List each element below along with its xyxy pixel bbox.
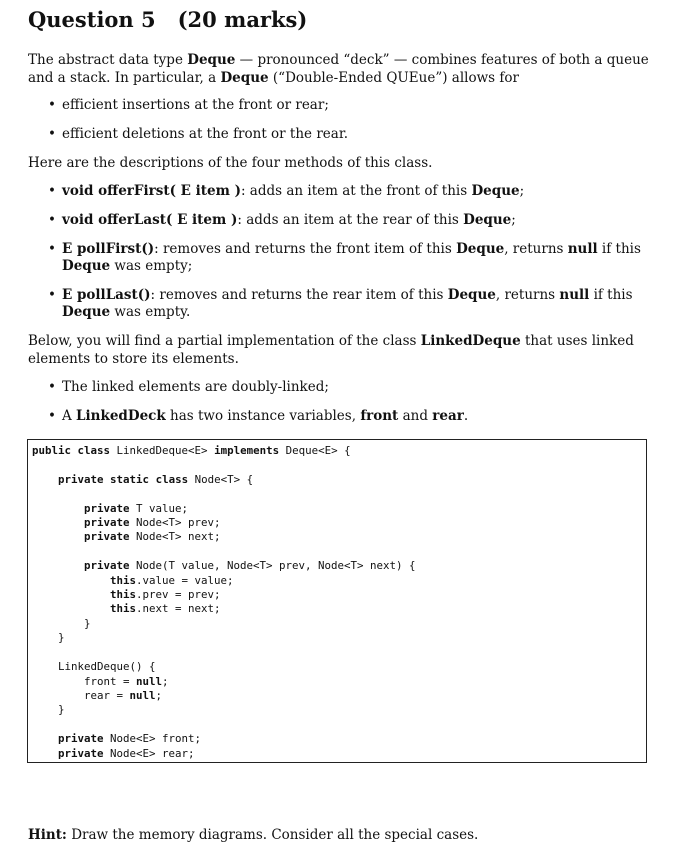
code-line: private Node<E> rear; — [58, 746, 195, 760]
method-list — [28, 183, 652, 321]
question-marks: (20 marks) — [177, 7, 308, 32]
method-poll-first: • E pollFirst(): removes and returns the front item of this Deque, returns null if this Deque was empty; — [28, 241, 652, 275]
code-line: this.prev = prev; — [110, 588, 221, 602]
code-line: private Node<T> next; — [84, 530, 221, 544]
method-poll-last: • E pollLast(): removes and returns the rear item of this Deque, returns null if this Deque was empty. — [28, 287, 652, 321]
code-line: } — [32, 616, 91, 630]
code-line: LinkedDeque() { — [32, 660, 156, 674]
method-offer-last: • void offerLast( E item ): adds an item at the rear of this Deque; — [28, 212, 652, 229]
code-line: private Node<E> front; — [58, 732, 202, 746]
hint: Hint: Draw the memory diagrams. Consider all the special cases. — [28, 827, 479, 843]
code-listing — [27, 439, 647, 763]
methods-intro: Here are the descriptions of the four methods of this class. — [28, 155, 433, 171]
code-line: private static class Node<T> { — [58, 472, 254, 486]
question-title: Question 5 — [28, 7, 156, 32]
feature-list — [28, 97, 652, 143]
code-line: front = null; — [32, 674, 169, 688]
question-heading — [28, 8, 652, 32]
code-line: this.next = next; — [110, 602, 221, 616]
code-line: private T value; — [84, 501, 189, 515]
implementation-list — [28, 379, 652, 425]
method-offer-first: • void offerFirst( E item ): adds an item at the front of this Deque; — [28, 183, 652, 200]
code-line: } — [32, 631, 65, 645]
code-block — [28, 440, 646, 761]
code-line: public class LinkedDeque<E> implements Deque<E> { — [32, 444, 351, 457]
list-item: • efficient deletions at the front or the rear. — [28, 126, 652, 143]
code-line: this.value = value; — [110, 573, 234, 587]
question-page — [28, 8, 652, 425]
intro-paragraph: The abstract data type Deque — pronounced “deck” — combines features of both a queue and a stack. In particular, a Deque (“Double-Ended QUEue”) allows for — [28, 52, 649, 86]
list-item: • The linked elements are doubly-linked; — [28, 379, 652, 396]
code-line: private Node<T> prev; — [84, 516, 221, 530]
list-item: • efficient insertions at the front or rear; — [28, 97, 652, 114]
implementation-paragraph: Below, you will find a partial implementation of the class LinkedDeque that uses linked elements to store its elements. — [28, 333, 634, 367]
code-line: private Node(T value, Node<T> prev, Node<T> next) { — [84, 559, 416, 573]
list-item: • A LinkedDeck has two instance variables, front and rear. — [28, 408, 652, 425]
code-line: rear = null; — [32, 688, 163, 702]
code-line: } — [32, 703, 65, 717]
